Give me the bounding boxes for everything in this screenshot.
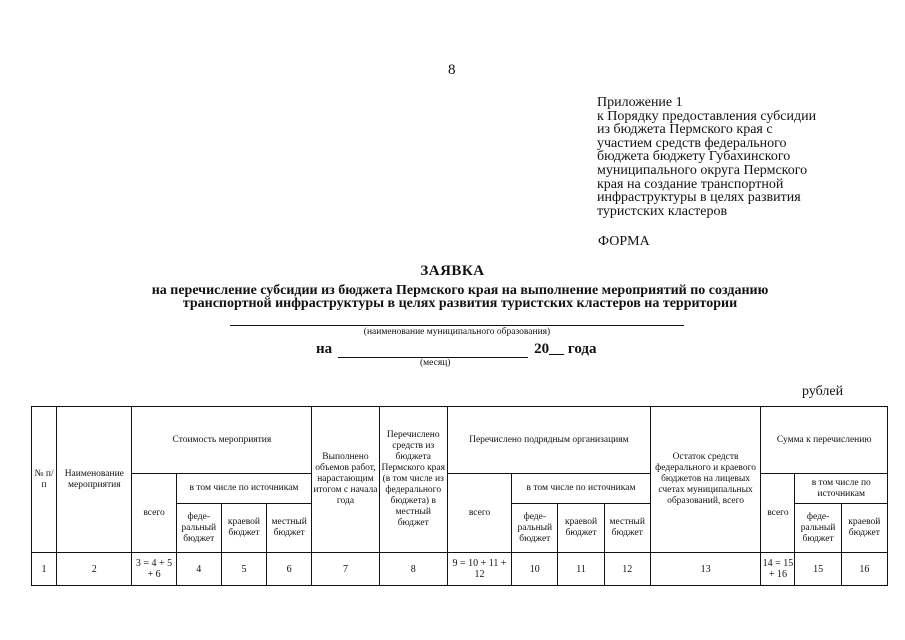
appendix-line: муниципального округа Пермского [597,162,808,178]
header-transfer-total: всего [761,474,795,553]
appendix-line: из бюджета Пермского края с [597,122,773,138]
period-prefix: на [316,341,333,357]
header-to-transfer: Сумма к перечислению [761,407,888,474]
appendix-line: инфраструктуры в целях развития [597,190,801,206]
column-number: 15 [795,553,841,586]
municipality-blank-line[interactable] [230,325,684,326]
header-local: местный бюджет [267,504,312,553]
appendix-line: туристских кластеров [597,203,728,219]
request-table [31,406,888,586]
column-number: 13 [650,553,761,586]
header-transfer-by-sources: в том числе по источникам [795,474,888,504]
column-number: 10 [512,553,558,586]
header-num: № п/п [32,407,57,553]
header-federal: феде- ральный бюджет [176,504,221,553]
year-blank[interactable]: __ [549,341,565,357]
year-prefix: 20 [534,341,550,357]
column-number: 5 [221,553,266,586]
appendix-line: к Порядку предоставления субсидии [597,108,817,124]
header-local: местный бюджет [604,504,650,553]
header-transferred-local: Перечислено средств из бюджета Пермского края (в том числе из федерального бюджета) в местный бюджет [379,407,447,553]
header-contractors-by-sources: в том числе по источникам [512,474,651,504]
header-federal: феде- ральный бюджет [795,504,841,553]
appendix-line: края на создание транспортной [597,176,784,192]
column-number: 11 [558,553,604,586]
header-activity-name: Наименование мероприятия [57,407,132,553]
document-title: ЗАЯВКА [420,263,485,279]
header-contractors-total: всего [447,474,511,553]
header-cost-total: всего [132,474,176,553]
currency-label: рублей [802,384,844,399]
document-subtitle [80,284,840,310]
header-cost-by-sources: в том числе по источникам [176,474,312,504]
header-cost: Стоимость мероприятия [132,407,312,474]
appendix-line: участием средств федерального [597,135,787,151]
appendix-block [597,96,847,218]
appendix-line: бюджета бюджету Губахинского [597,149,791,165]
header-regional: краевой бюджет [558,504,604,553]
header-balance: Остаток средств федерального и краевого бюджетов на лицевых счетах муниципальных образований, всего [650,407,761,553]
column-number-row [32,553,888,586]
column-number: 8 [379,553,447,586]
header-regional: краевой бюджет [841,504,887,553]
header-transferred-contractors: Перечислено подрядным организациям [447,407,650,474]
header-regional: краевой бюджет [221,504,266,553]
subtitle-line: на перечисление субсидии из бюджета Пермского края на выполнение мероприятий по созданию [151,283,769,298]
period-suffix: года [567,341,597,357]
column-number: 3 = 4 + 5 + 6 [132,553,176,586]
column-number: 1 [32,553,57,586]
header-federal: феде- ральный бюджет [512,504,558,553]
month-blank[interactable] [338,343,528,358]
column-number: 6 [267,553,312,586]
column-number: 16 [841,553,887,586]
column-number: 12 [604,553,650,586]
header-completed-work: Выполнено объемов работ, нарастающим итогом с начала года [312,407,379,553]
appendix-line: Приложение 1 [597,95,683,110]
column-number: 14 = 15 + 16 [761,553,795,586]
period-line [316,341,597,358]
column-number: 9 = 10 + 11 + 12 [447,553,511,586]
form-label: ФОРМА [598,234,650,249]
column-number: 4 [176,553,221,586]
month-caption: (месяц) [420,358,451,368]
municipality-caption: (наименование муниципального образования) [363,327,551,337]
column-number: 2 [57,553,132,586]
column-number: 7 [312,553,379,586]
page-number: 8 [448,62,456,78]
subtitle-line: транспортной инфраструктуры в целях развития туристских кластеров на территории [182,296,738,311]
